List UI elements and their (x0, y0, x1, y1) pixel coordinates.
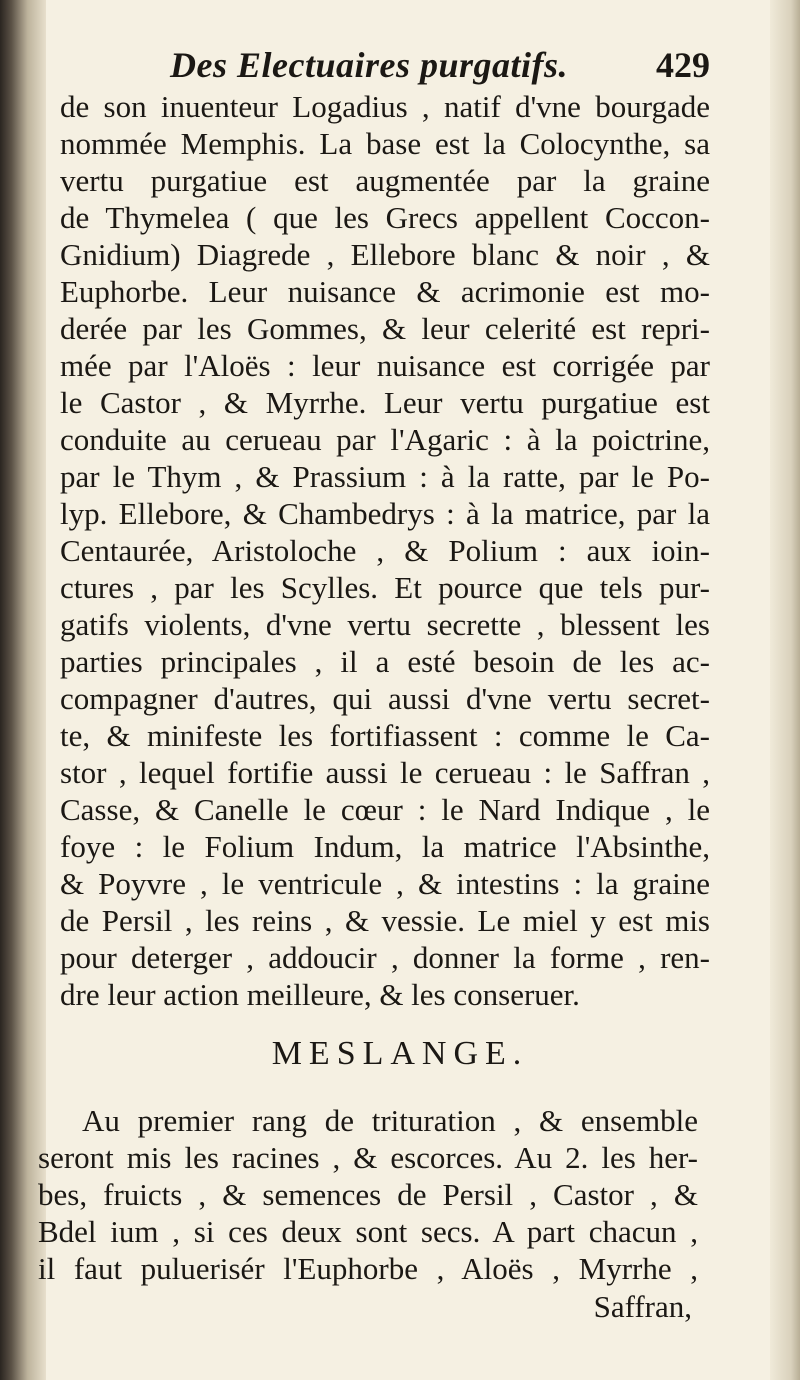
text-line: nommée Memphis. La base est la Colocynthe, sa (60, 126, 710, 161)
text-line: dre leur action meilleure, & les conseruer. (60, 977, 580, 1012)
text-line: pour deterger , addoucir , donner la forme , ren- (60, 940, 710, 975)
text-line: par le Thym , & Prassium : à la ratte, par le Po- (60, 459, 710, 494)
page-header (170, 44, 710, 94)
text-line: vertu purgatiue est augmentée par la graine (60, 163, 710, 198)
catchword: Saffran, (593, 1289, 692, 1324)
text-line: de son inuenteur Logadius , natif d'vne bourgade (60, 89, 710, 124)
text-line: Gnidium) Diagrede , Ellebore blanc & noir , & (60, 237, 710, 272)
text-line: Bdel ium , si ces deux sont secs. A part chacun , (38, 1214, 698, 1249)
text-line: compagner d'autres, qui aussi d'vne vertu secret- (60, 681, 710, 716)
text-line: derée par les Gommes, & leur celerité est repri- (60, 311, 710, 346)
mixing-paragraph (38, 1102, 698, 1287)
text-line: Au premier rang de trituration , & ensemble (82, 1103, 698, 1138)
text-line: gatifs violents, d'vne vertu secrette , blessent les (60, 607, 710, 642)
text-line: lyp. Ellebore, & Chambedrys : à la matrice, par la (60, 496, 710, 531)
text-line: Centaurée, Aristoloche , & Polium : aux ioin- (60, 533, 710, 568)
text-line: parties principales , il a esté besoin de les ac- (60, 644, 710, 679)
text-line: conduite au cerueau par l'Agaric : à la poictrine, (60, 422, 710, 457)
text-line: & Poyvre , le ventricule , & intestins : la graine (60, 866, 710, 901)
running-head: Des Electuaires purgatifs. (170, 45, 569, 85)
text-line: le Castor , & Myrrhe. Leur vertu purgatiue est (60, 385, 710, 420)
text-line: ctures , par les Scylles. Et pource que tels pur- (60, 570, 710, 605)
text-line: foye : le Folium Indum, la matrice l'Absinthe, (60, 829, 710, 864)
text-line: seront mis les racines , & escorces. Au 2. les her- (38, 1140, 698, 1175)
text-line: stor , lequel fortifie aussi le cerueau : le Saffran , (60, 755, 710, 790)
text-line: te, & minifeste les fortifiassent : comme le Ca- (60, 718, 710, 753)
text-line: il faut puluerisér l'Euphorbe , Aloës , Myrrhe , (38, 1251, 698, 1286)
page-edge (770, 0, 800, 1380)
main-paragraph (60, 88, 710, 1013)
text-line: mée par l'Aloës : leur nuisance est corrigée par (60, 348, 710, 383)
section-heading: MESLANGE. (271, 1035, 529, 1072)
text-line: de Thymelea ( que les Grecs appellent Coccon- (60, 200, 710, 235)
text-line: Euphorbe. Leur nuisance & acrimonie est mo- (60, 274, 710, 309)
text-line: bes, fruicts , & semences de Persil , Castor , & (38, 1177, 698, 1212)
page-number: 429 (656, 45, 710, 85)
text-line: de Persil , les reins , & vessie. Le miel y est mis (60, 903, 710, 938)
text-line: Casse, & Canelle le cœur : le Nard Indique , le (60, 792, 710, 827)
